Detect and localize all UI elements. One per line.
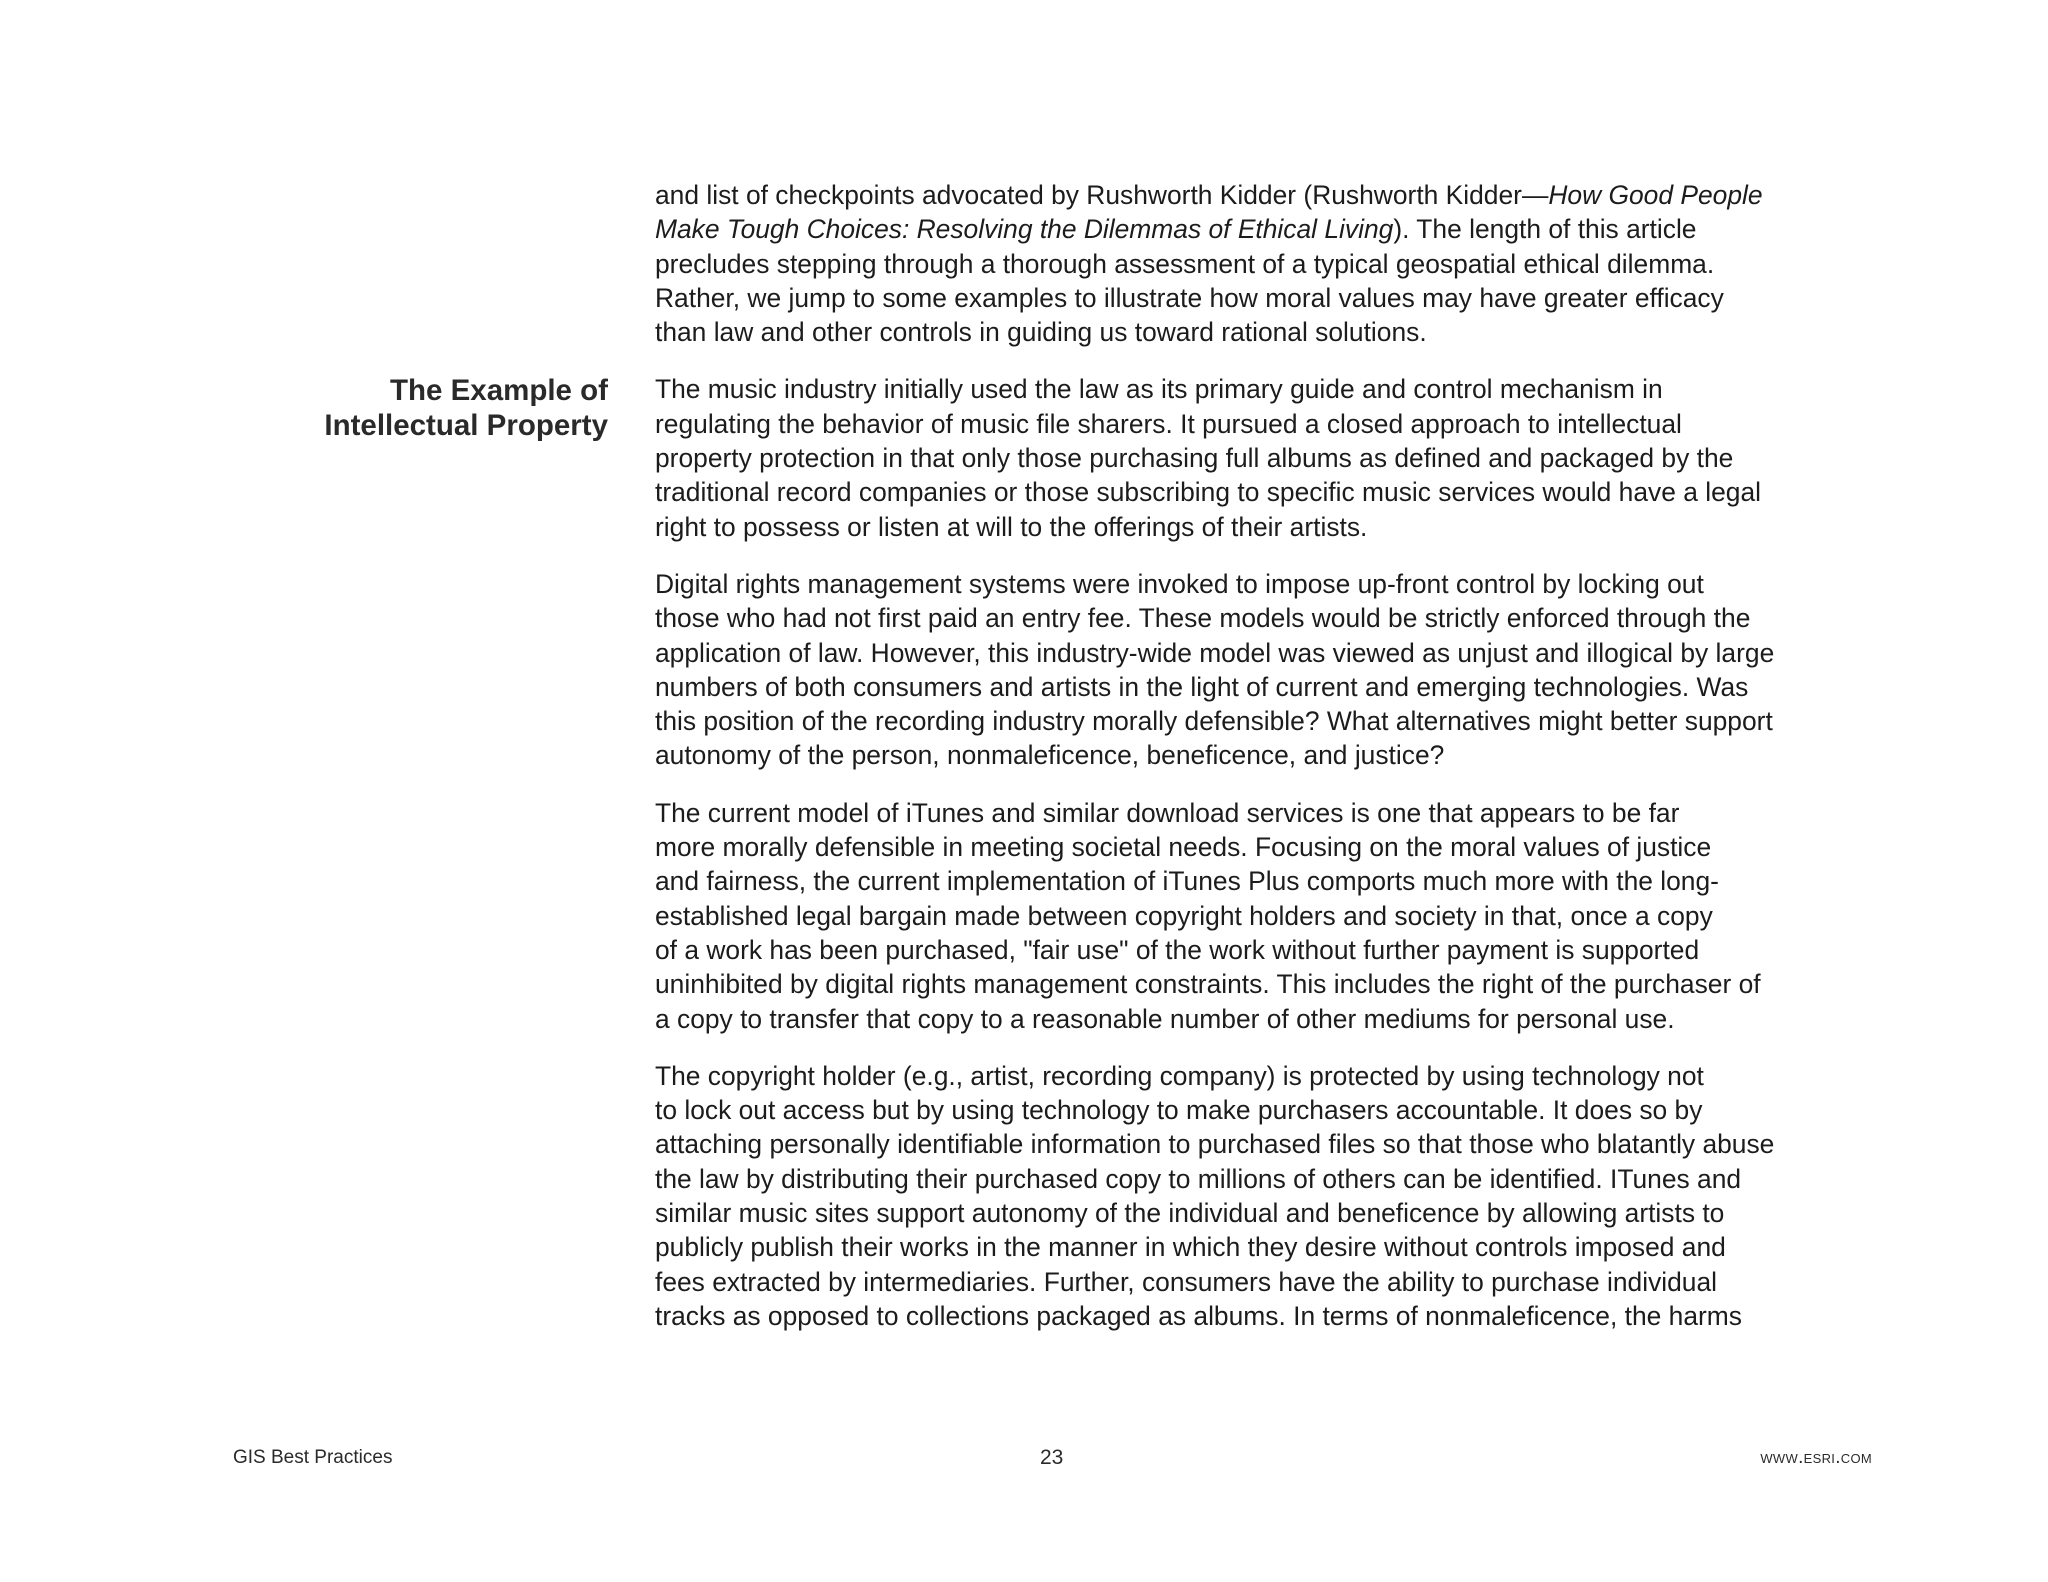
text-line [655, 1162, 1885, 1196]
text-line [655, 1299, 1885, 1333]
body-paragraph [655, 178, 1885, 349]
text-run: than law and other controls in guiding us toward rational solutions. [655, 317, 1427, 348]
footer-page-number: 23 [1040, 1446, 1064, 1469]
text-run: right to possess or listen at will to the offerings of their artists. [655, 511, 1368, 542]
text-line [655, 1265, 1885, 1299]
text-line [655, 796, 1885, 830]
text-line [655, 407, 1885, 441]
text-line [655, 933, 1885, 967]
text-line [655, 510, 1885, 544]
text-run: numbers of both consumers and artists in the light of current and emerging technologies. Was [655, 671, 1749, 702]
text-run: similar music sites support autonomy of the individual and beneficence by allowing artists to [655, 1198, 1725, 1229]
text-run: application of law. However, this industry-wide model was viewed as unjust and illogical by large [655, 637, 1775, 668]
book-title-italic: How Good People [1548, 180, 1763, 210]
text-run: and fairness, the current implementation of iTunes Plus comports much more with the long- [655, 866, 1719, 897]
text-line [655, 1059, 1885, 1093]
text-line [655, 372, 1885, 406]
body-text-column [655, 178, 1885, 1356]
text-run: of a work has been purchased, "fair use" of the work without further payment is supported [655, 934, 1700, 965]
text-line [655, 567, 1885, 601]
text-line [655, 281, 1885, 315]
section-heading-line: The Example of [389, 374, 608, 407]
text-line [655, 247, 1885, 281]
text-line [655, 967, 1885, 1001]
text-run: regulating the behavior of music file sharers. It pursued a closed approach to intellectual [655, 408, 1682, 439]
text-line [655, 864, 1885, 898]
text-run: The music industry initially used the law as its primary guide and control mechanism in [655, 374, 1663, 405]
text-run: Digital rights management systems were invoked to impose up-front control by locking out [655, 568, 1704, 599]
text-line [655, 1230, 1885, 1264]
text-run: uninhibited by digital rights management constraints. This includes the right of the purchaser of [655, 969, 1761, 1000]
text-line [655, 601, 1885, 635]
text-line [655, 441, 1885, 475]
text-run: The current model of iTunes and similar download services is one that appears to be far [655, 797, 1680, 828]
text-line [655, 899, 1885, 933]
text-line [655, 1093, 1885, 1127]
text-line [655, 1127, 1885, 1161]
text-run: those who had not first paid an entry fee. These models would be strictly enforced through the [655, 603, 1751, 634]
text-line [655, 704, 1885, 738]
text-run: autonomy of the person, nonmaleficence, beneficence, and justice? [655, 740, 1445, 771]
text-run: Rather, we jump to some examples to illustrate how moral values may have greater efficacy [655, 282, 1724, 313]
text-run: fees extracted by intermediaries. Further, consumers have the ability to purchase individual [655, 1266, 1718, 1297]
text-run: publicly publish their works in the manner in which they desire without controls imposed and [655, 1232, 1726, 1263]
text-run: attaching personally identifiable information to purchased files so that those who blatantly abuse [655, 1129, 1775, 1160]
text-line [655, 178, 1885, 212]
body-paragraph [655, 796, 1885, 1036]
text-run: and list of checkpoints advocated by Rushworth Kidder (Rushworth Kidder— [655, 180, 1549, 210]
text-line [655, 670, 1885, 704]
text-run: more morally defensible in meeting societal needs. Focusing on the moral values of justice [655, 832, 1712, 863]
body-paragraph [655, 372, 1885, 543]
text-run: The copyright holder (e.g., artist, recording company) is protected by using technology not [655, 1060, 1704, 1091]
text-run: established legal bargain made between copyright holders and society in that, once a copy [655, 900, 1713, 931]
text-run: this position of the recording industry morally defensible? What alternatives might better support [655, 706, 1773, 737]
text-line [655, 1002, 1885, 1036]
section-heading [324, 373, 608, 443]
footer-publication-title: GIS Best Practices [233, 1447, 393, 1468]
section-heading-line: Intellectual Property [324, 409, 608, 442]
text-line [655, 1196, 1885, 1230]
text-line [655, 212, 1885, 246]
text-run: ). The length of this article [1393, 214, 1697, 245]
text-run: the law by distributing their purchased copy to millions of others can be identified. ITunes and [655, 1163, 1742, 1194]
text-run: property protection in that only those purchasing full albums as defined and packaged by the [655, 443, 1734, 474]
text-run: to lock out access but by using technology to make purchasers accountable. It does so by [655, 1095, 1703, 1126]
text-run: precludes stepping through a thorough assessment of a typical geospatial ethical dilemma. [655, 248, 1715, 279]
body-paragraph [655, 1059, 1885, 1333]
text-line [655, 830, 1885, 864]
body-paragraph [655, 567, 1885, 773]
text-line [655, 636, 1885, 670]
text-run: traditional record companies or those subscribing to specific music services would have a legal [655, 477, 1762, 508]
text-run: tracks as opposed to collections packaged as albums. In terms of nonmaleficence, the harms [655, 1300, 1742, 1331]
book-title-italic: Make Tough Choices: Resolving the Dilemmas of Ethical Living [655, 214, 1394, 245]
text-line [655, 315, 1885, 349]
text-run: a copy to transfer that copy to a reasonable number of other mediums for personal use. [655, 1003, 1675, 1034]
footer-website: www.esri.com [1760, 1447, 1872, 1468]
text-line [655, 738, 1885, 772]
text-line [655, 475, 1885, 509]
